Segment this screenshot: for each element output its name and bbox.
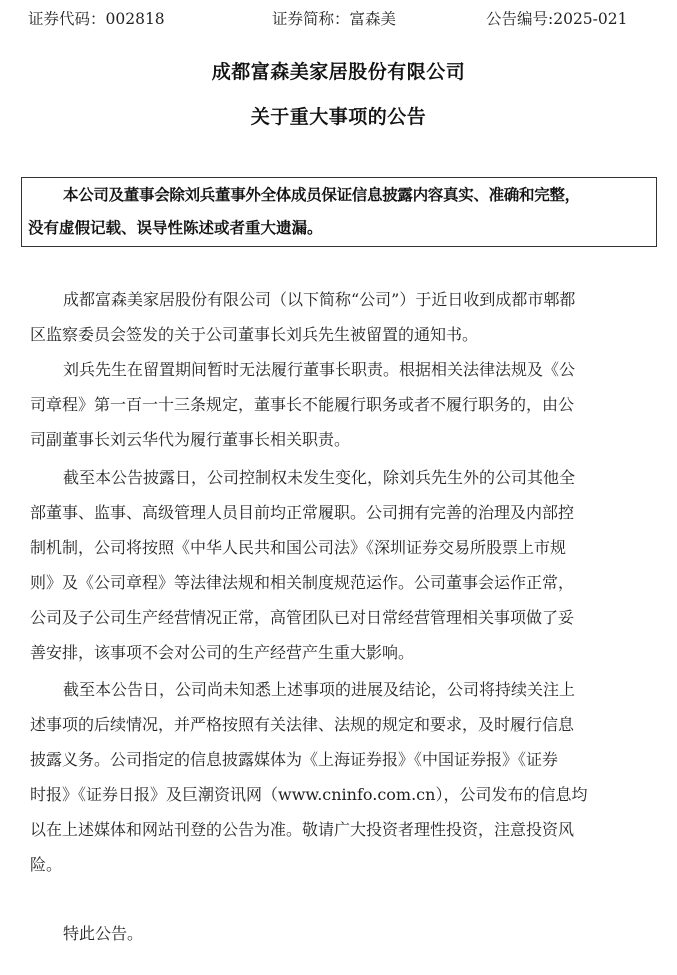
closing-statement: 特此公告。	[63, 924, 144, 943]
paragraph-3-line: 善安排，该事项不会对公司的生产经营产生重大影响。	[30, 643, 415, 662]
paragraph-4-line: 披露义务。公司指定的信息披露媒体为《上海证券报》《中国证券报》《证券	[30, 750, 559, 769]
paragraph-4-line: 险。	[30, 855, 63, 874]
disclosure-statement-box	[21, 177, 657, 247]
paragraph-3-line: 制机制，公司将按照《中华人民共和国公司法》《深圳证券交易所股票上市规	[30, 538, 567, 557]
disclosure-statement-line: 本公司及董事会除刘兵董事外全体成员保证信息披露内容真实、准确和完整，	[63, 186, 580, 204]
paragraph-4-line: 时报》《证券日报》及巨潮资讯网（www.cninfo.com.cn），公司发布的信息均	[30, 785, 588, 804]
paragraph-4-line: 截至本公告日，公司尚未知悉上述事项的进展及结论，公司将持续关注上	[63, 680, 576, 699]
paragraph-2-line: 刘兵先生在留置期间暂时无法履行董事长职责。根据相关法律法规及《公	[63, 360, 576, 379]
paragraph-1-line: 区监察委员会签发的关于公司董事长刘兵先生被留置的通知书。	[30, 325, 479, 344]
stock-code: 证券代码：002818	[28, 10, 165, 28]
paragraph-2-line: 司副董事长刘云华代为履行董事长相关职责。	[30, 430, 351, 449]
announcement-title: 关于重大事项的公告	[250, 106, 427, 128]
paragraph-3-line: 部董事、监事、高级管理人员目前均正常履职。公司拥有完善的治理及内部控	[30, 503, 575, 522]
paragraph-3-line: 则》及《公司章程》等法律法规和相关制度规范运作。公司董事会运作正常，	[30, 573, 575, 592]
paragraph-1-line: 成都富森美家居股份有限公司（以下简称“公司”）于近日收到成都市郫都	[63, 290, 576, 309]
paragraph-3-line: 截至本公告披露日，公司控制权未发生变化，除刘兵先生外的公司其他全	[63, 468, 576, 487]
paragraph-2-line: 司章程》第一百一十三条规定，董事长不能履行职务或者不履行职务的，由公	[30, 395, 575, 414]
stock-short-name: 证券简称：富森美	[272, 10, 397, 28]
company-title: 成都富森美家居股份有限公司	[211, 61, 466, 83]
paragraph-3-line: 公司及子公司生产经营情况正常，高管团队已对日常经营管理相关事项做了妥	[30, 608, 575, 627]
document-header	[0, 8, 677, 30]
announcement-number: 公告编号:2025-021	[486, 10, 628, 28]
disclosure-statement-line: 没有虚假记载、误导性陈述或者重大遗漏。	[28, 219, 323, 237]
paragraph-4-line: 以在上述媒体和网站刊登的公告为准。敬请广大投资者理性投资，注意投资风	[30, 820, 575, 839]
paragraph-4-line: 述事项的后续情况，并严格按照有关法律、法规的规定和要求，及时履行信息	[30, 715, 575, 734]
